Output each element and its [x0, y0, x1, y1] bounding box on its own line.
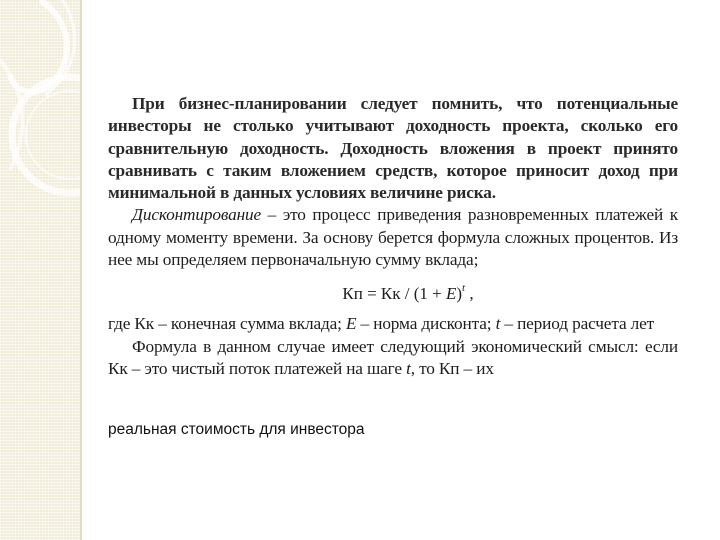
- formula-close: ): [456, 284, 463, 304]
- paragraph-business-planning: При бизнес-планировании следует помнить, что потенциальные инвесторы не столько учитывают доходность проекта, сколько его сравнительную доходность. Доходность вложения в проект принято сравнивать с таким вложением средств, которое приносит доход при минимальной в данных условиях величине риска.: [108, 94, 678, 203]
- where-text-c: – период расчета лет: [500, 314, 655, 334]
- where-var-t: t: [495, 314, 501, 334]
- paragraph-discounting: [108, 204, 678, 271]
- where-text-b: – норма дисконта;: [356, 314, 496, 334]
- decorative-side-panel: [0, 0, 80, 540]
- paragraph-where: [108, 313, 678, 335]
- formula-exponent: t: [462, 282, 466, 295]
- document-body: [108, 93, 678, 380]
- meaning-text-a: Формула в данном случае имеет следующий экономический смысл: если Кк – это чистый поток платежей на шаге: [108, 336, 678, 378]
- discount-formula: [108, 277, 678, 305]
- formula-left: Кп = Кк / (1 +: [342, 284, 446, 304]
- paragraph-economic-meaning: [108, 336, 678, 381]
- side-panel-divider: [80, 0, 82, 540]
- meaning-text-b: , то Кп – их: [410, 358, 494, 378]
- decorative-swirl-graphic: [0, 0, 80, 540]
- formula-var: E: [445, 284, 457, 304]
- paragraph-discounting-text: – это процесс приведения разновременных платежей к одному моменту времени. За основу берется формула сложных процентов. Из нее мы определяем первоначальную сумму вклада;: [108, 205, 678, 270]
- meaning-var-t: t: [406, 358, 411, 378]
- term-discounting: Дисконтирование: [132, 205, 262, 225]
- formula-tail: ,: [465, 284, 474, 304]
- investor-value-line: реальная стоимость для инвестора: [108, 421, 365, 438]
- where-var-e: E: [345, 314, 357, 334]
- where-text-a: где Кк – конечная сумма вклада;: [108, 314, 346, 334]
